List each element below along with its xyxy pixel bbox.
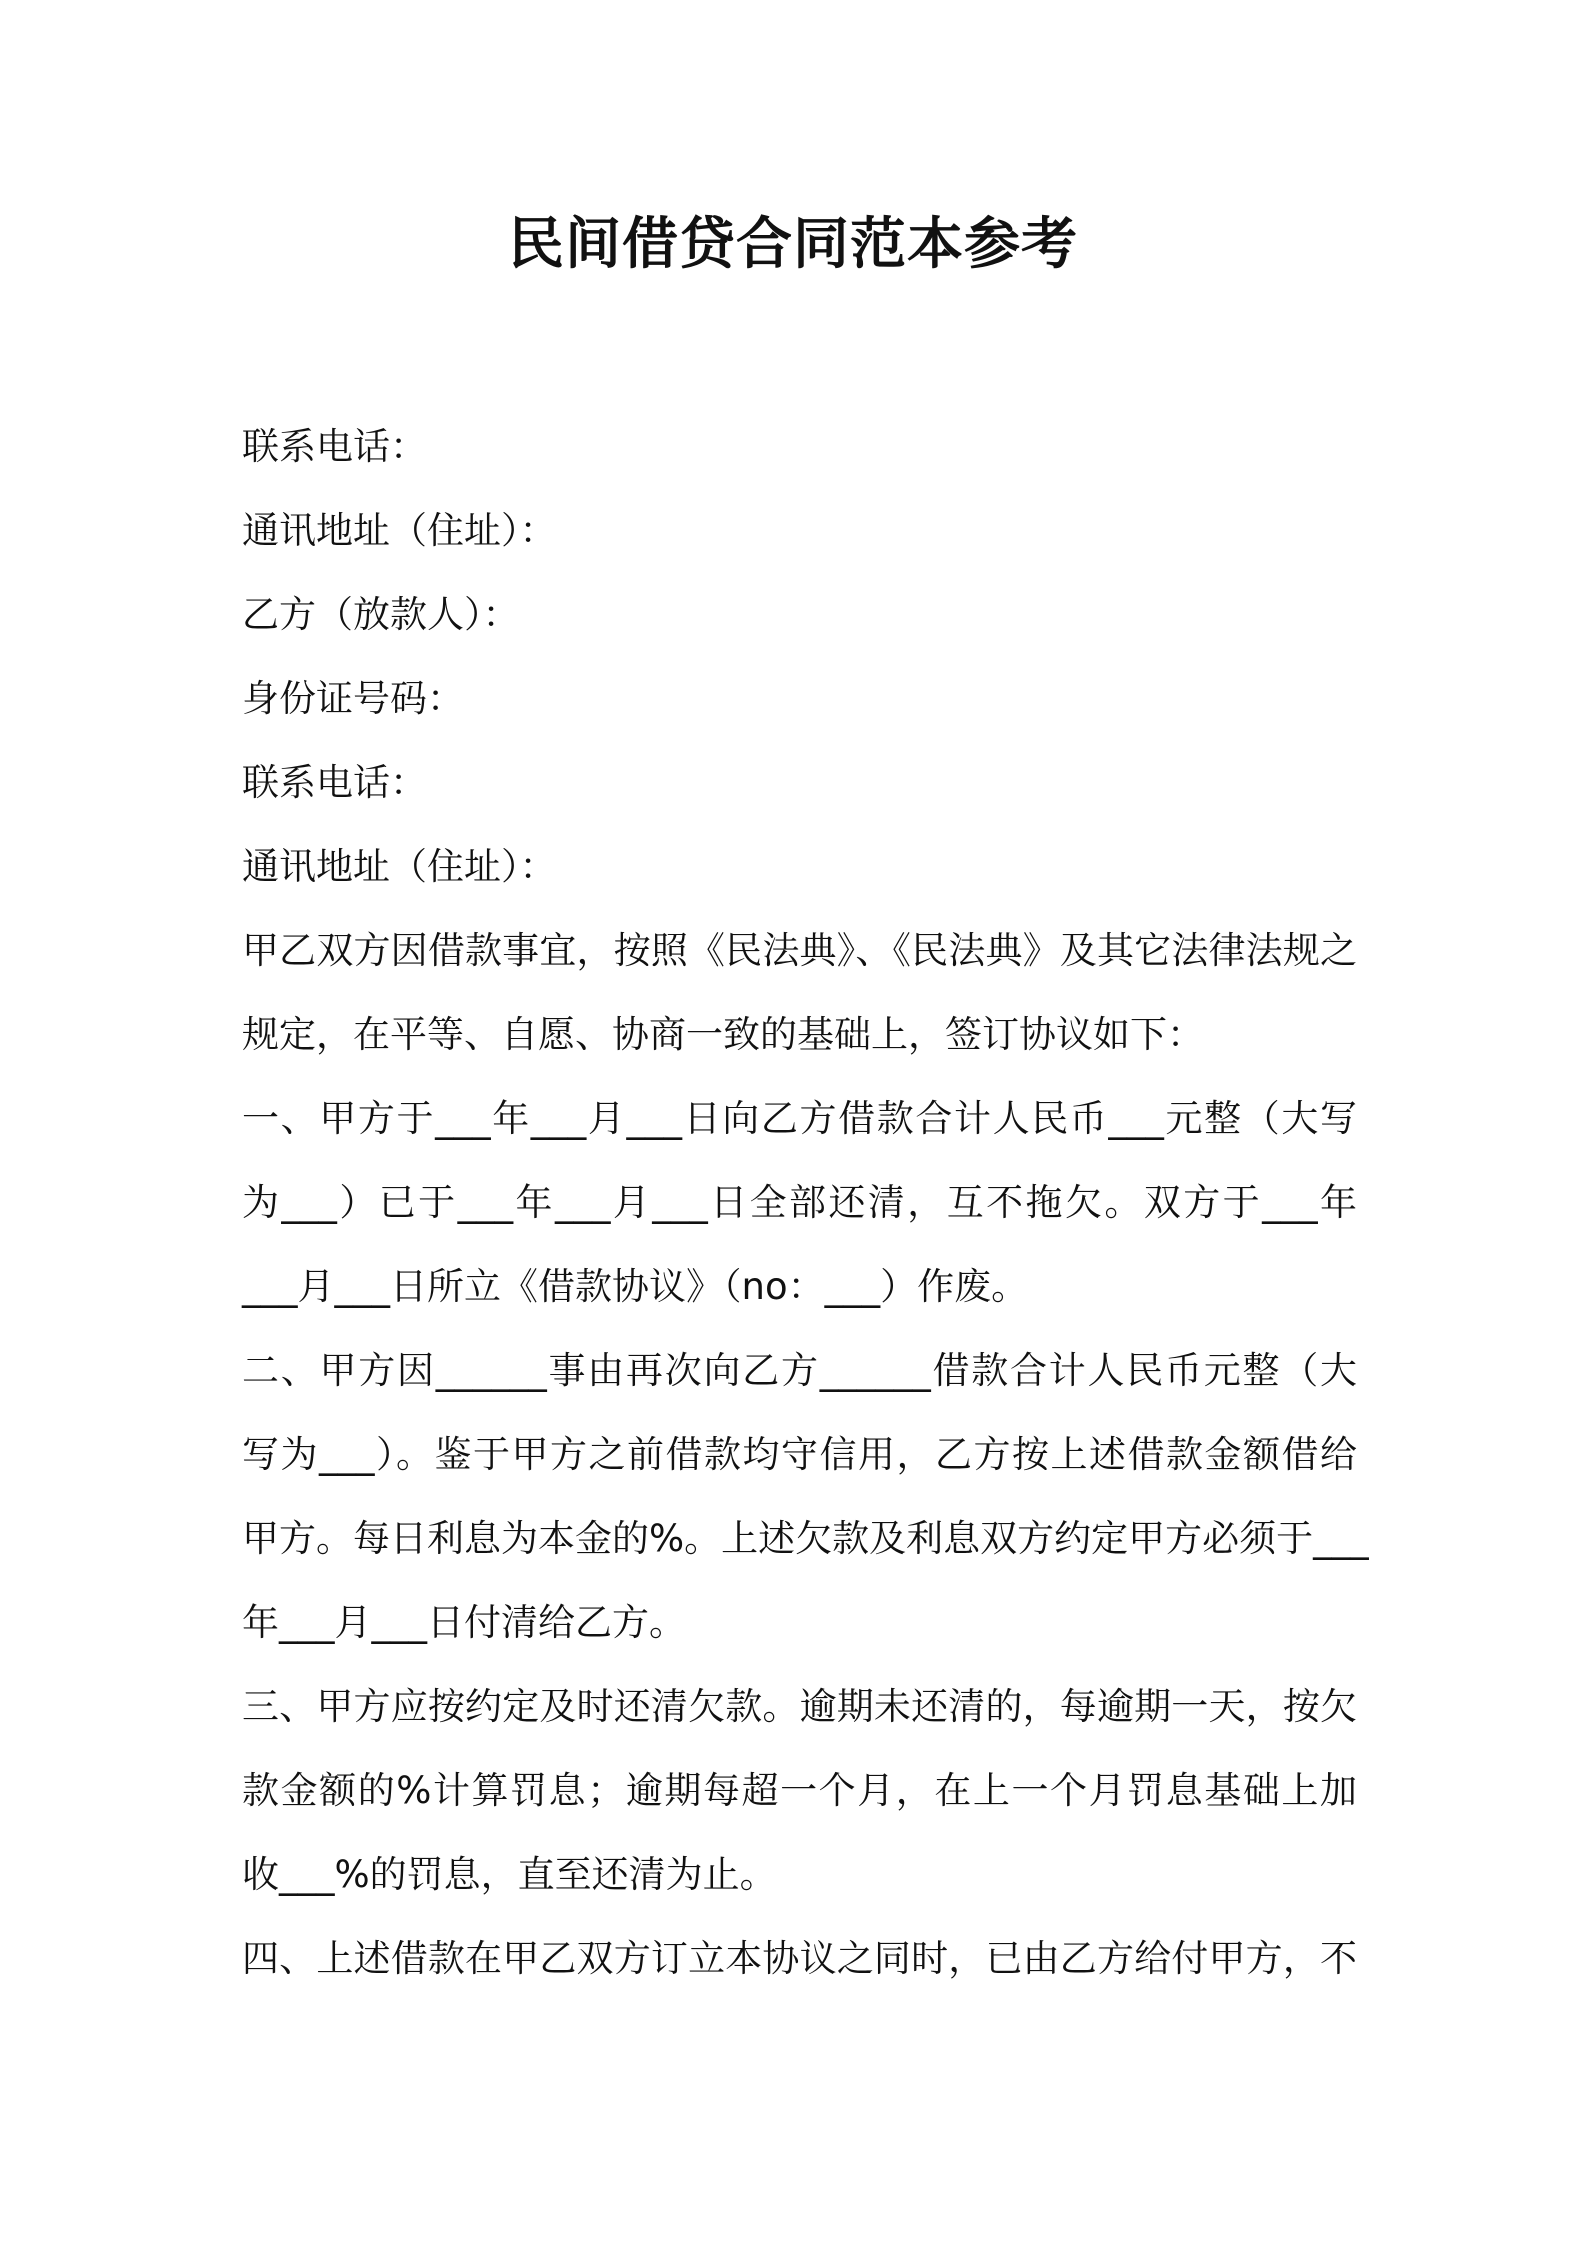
contact-phone-line-2: 联系电话： — [242, 761, 427, 804]
clause-4-line-1: 四、上述借款在甲乙双方订立本协议之同时，已由乙方给付甲方，不 — [242, 1937, 1357, 1980]
clause-3-line-3: 收___%的罚息，直至还清为止。 — [242, 1853, 777, 1896]
clause-3-line-1: 三、甲方应按约定及时还清欠款。逾期未还清的，每逾期一天，按欠 — [242, 1685, 1357, 1728]
clause-1-line-1: 一、甲方于___年___月___日向乙方借款合计人民币___元整（大写 — [242, 1097, 1357, 1140]
id-number-line: 身份证号码： — [242, 677, 464, 720]
clause-2-line-3: 甲方。每日利息为本金的%。上述欠款及利息双方约定甲方必须于___ — [242, 1517, 1369, 1560]
address-line-2: 通讯地址（住址）： — [242, 845, 557, 888]
preamble-line-2: 规定，在平等、自愿、协商一致的基础上，签订协议如下： — [242, 1013, 1204, 1056]
clause-3-line-2: 款金额的%计算罚息；逾期每超一个月，在上一个月罚息基础上加 — [242, 1769, 1357, 1812]
clause-2-line-1: 二、甲方因______事由再次向乙方______借款合计人民币元整（大 — [242, 1349, 1357, 1392]
address-line-1: 通讯地址（住址）： — [242, 509, 557, 552]
clause-1-line-3: ___月___日所立《借款协议》（no：___）作废。 — [242, 1265, 1029, 1308]
clause-2-line-2: 写为___）。鉴于甲方之前借款均守信用，乙方按上述借款金额借给 — [242, 1433, 1357, 1476]
clause-1-line-2: 为___）已于___年___月___日全部还清，互不拖欠。双方于___年 — [242, 1181, 1357, 1224]
clause-2-line-4: 年___月___日付清给乙方。 — [242, 1601, 686, 1644]
contact-phone-line-1: 联系电话： — [242, 425, 427, 468]
preamble-line-1: 甲乙双方因借款事宜，按照《民法典》、《民法典》及其它法律法规之 — [242, 929, 1357, 972]
party-b-line: 乙方（放款人）： — [242, 593, 520, 636]
document-title: 民间借贷合同范本参考 — [508, 212, 1078, 277]
document-body — [242, 405, 1369, 2001]
